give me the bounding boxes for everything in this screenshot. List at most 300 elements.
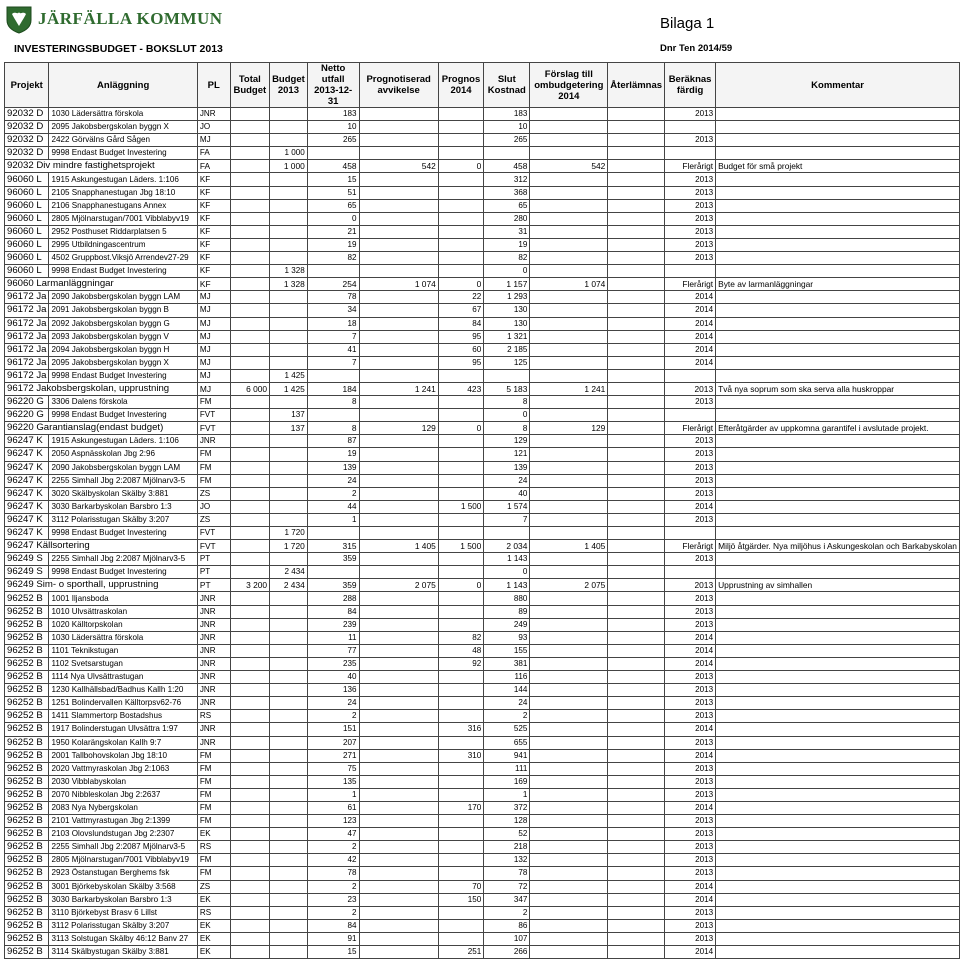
value-cell [438, 186, 483, 199]
project-cell: 96249 S [5, 553, 49, 566]
value-cell [270, 697, 308, 710]
value-cell [359, 736, 438, 749]
table-row [5, 186, 960, 199]
value-cell: 139 [307, 461, 359, 474]
value-cell [359, 448, 438, 461]
value-cell [530, 487, 608, 500]
value-cell: 10 [484, 121, 530, 134]
pl-cell: KF [197, 252, 230, 265]
comment-cell: Två nya soprum som ska serva alla huskroppar [716, 382, 960, 395]
value-cell [359, 919, 438, 932]
value-cell: 135 [307, 775, 359, 788]
value-cell [270, 946, 308, 959]
value-cell [359, 710, 438, 723]
value-cell [359, 343, 438, 356]
value-cell [359, 801, 438, 814]
comment-cell [716, 644, 960, 657]
value-cell [608, 605, 665, 618]
facility-cell: 2106 Snapphanestugans Annex [49, 199, 197, 212]
project-name-cell: 96220 Garantianslag(endast budget) [5, 422, 198, 435]
value-cell [608, 644, 665, 657]
value-cell [270, 317, 308, 330]
value-cell [230, 173, 270, 186]
table-row [5, 618, 960, 631]
value-cell: 312 [484, 173, 530, 186]
value-cell [530, 435, 608, 448]
comment-cell [716, 409, 960, 422]
pl-cell: JNR [197, 684, 230, 697]
value-cell [359, 618, 438, 631]
facility-cell: 2001 Tallbohovskolan Jbg 18:10 [49, 749, 197, 762]
pl-cell: JNR [197, 671, 230, 684]
value-cell [270, 330, 308, 343]
pl-cell: JNR [197, 644, 230, 657]
project-cell: 96060 L [5, 173, 49, 186]
comment-cell [716, 435, 960, 448]
value-cell [530, 893, 608, 906]
value-cell: 2 [307, 880, 359, 893]
value-cell: 48 [438, 644, 483, 657]
value-cell: 1 241 [359, 382, 438, 395]
table-row [5, 500, 960, 513]
pl-cell: KF [197, 225, 230, 238]
value-cell: 2013 [665, 238, 716, 251]
value-cell: 2014 [665, 893, 716, 906]
value-cell [438, 775, 483, 788]
value-cell: 542 [530, 160, 608, 173]
value-cell: 92 [438, 657, 483, 670]
value-cell [438, 684, 483, 697]
facility-cell: 2091 Jakobsbergskolan byggn B [49, 304, 197, 317]
value-cell [359, 356, 438, 369]
value-cell [665, 566, 716, 579]
value-cell [307, 369, 359, 382]
value-cell [270, 238, 308, 251]
value-cell [608, 919, 665, 932]
value-cell: 2014 [665, 356, 716, 369]
value-cell: 2013 [665, 173, 716, 186]
value-cell [438, 566, 483, 579]
value-cell [230, 186, 270, 199]
project-cell: 96247 K [5, 474, 49, 487]
value-cell [270, 356, 308, 369]
value-cell [530, 461, 608, 474]
value-cell: 2014 [665, 317, 716, 330]
pl-cell: EK [197, 919, 230, 932]
comment-cell [716, 252, 960, 265]
value-cell: 15 [307, 946, 359, 959]
value-cell: 42 [307, 854, 359, 867]
value-cell [608, 762, 665, 775]
value-cell [608, 238, 665, 251]
comment-cell [716, 828, 960, 841]
table-row [5, 867, 960, 880]
value-cell [230, 317, 270, 330]
value-cell: 19 [484, 238, 530, 251]
facility-cell: 2995 Utbildningascentrum [49, 238, 197, 251]
value-cell [270, 605, 308, 618]
value-cell [359, 173, 438, 186]
value-cell [270, 199, 308, 212]
value-cell: 0 [438, 422, 483, 435]
value-cell [359, 186, 438, 199]
facility-cell: 3114 Skälbystugan Skälby 3:881 [49, 946, 197, 959]
value-cell [270, 723, 308, 736]
project-cell: 96247 K [5, 448, 49, 461]
value-cell [230, 265, 270, 278]
value-cell [530, 108, 608, 121]
value-cell [530, 369, 608, 382]
facility-cell: 3030 Barkarbyskolan Barsbro 1:3 [49, 893, 197, 906]
value-cell [608, 592, 665, 605]
comment-cell [716, 815, 960, 828]
value-cell: 1 [307, 513, 359, 526]
value-cell: 8 [307, 396, 359, 409]
value-cell [665, 369, 716, 382]
value-cell [530, 448, 608, 461]
comment-cell [716, 854, 960, 867]
value-cell [230, 657, 270, 670]
table-row [5, 461, 960, 474]
column-header: Total Budget [230, 63, 270, 108]
pl-cell: FM [197, 801, 230, 814]
pl-cell: JO [197, 500, 230, 513]
comment-cell [716, 225, 960, 238]
value-cell: 2013 [665, 605, 716, 618]
value-cell: 2013 [665, 815, 716, 828]
value-cell: 1 574 [484, 500, 530, 513]
project-cell: 96252 B [5, 815, 49, 828]
value-cell: 2013 [665, 828, 716, 841]
value-cell [438, 762, 483, 775]
pl-cell: RS [197, 710, 230, 723]
value-cell: 144 [484, 684, 530, 697]
pl-cell: MJ [197, 382, 230, 395]
value-cell [359, 369, 438, 382]
table-row [5, 775, 960, 788]
value-cell [438, 409, 483, 422]
value-cell [270, 893, 308, 906]
value-cell [270, 671, 308, 684]
value-cell: 34 [307, 304, 359, 317]
facility-cell: 2090 Jakobsbergskolan byggn LAM [49, 291, 197, 304]
facility-cell: 1950 Kolarängskolan Kallh 9:7 [49, 736, 197, 749]
value-cell: 1 500 [438, 500, 483, 513]
value-cell [230, 906, 270, 919]
value-cell [608, 121, 665, 134]
table-row [5, 946, 960, 959]
value-cell [530, 212, 608, 225]
value-cell: 2013 [665, 592, 716, 605]
value-cell: 51 [307, 186, 359, 199]
project-name-cell: 96247 Källsortering [5, 540, 198, 553]
value-cell [484, 147, 530, 160]
value-cell: 2013 [665, 448, 716, 461]
project-cell: 96060 L [5, 265, 49, 278]
value-cell: 24 [307, 697, 359, 710]
value-cell [608, 618, 665, 631]
value-cell [359, 304, 438, 317]
pl-cell: EK [197, 946, 230, 959]
value-cell [230, 396, 270, 409]
value-cell: 65 [484, 199, 530, 212]
value-cell [438, 108, 483, 121]
value-cell [270, 828, 308, 841]
value-cell [530, 343, 608, 356]
value-cell: 72 [484, 880, 530, 893]
value-cell: 2 185 [484, 343, 530, 356]
column-header: Återlämnas [608, 63, 665, 108]
value-cell: 1 241 [530, 382, 608, 395]
column-header: Prognotiserad avvikelse [359, 63, 438, 108]
value-cell [359, 252, 438, 265]
value-cell [359, 566, 438, 579]
comment-cell: Byte av larmanläggningar [716, 278, 960, 291]
value-cell [608, 684, 665, 697]
value-cell [530, 788, 608, 801]
pl-cell: FM [197, 775, 230, 788]
value-cell [530, 121, 608, 134]
value-cell: 19 [307, 238, 359, 251]
project-cell: 96247 K [5, 527, 49, 540]
table-row [5, 265, 960, 278]
value-cell [230, 369, 270, 382]
value-cell: 78 [307, 291, 359, 304]
value-cell: 315 [307, 540, 359, 553]
value-cell: 137 [270, 409, 308, 422]
pl-cell: JNR [197, 657, 230, 670]
project-cell: 96252 B [5, 749, 49, 762]
value-cell: 2013 [665, 553, 716, 566]
project-cell: 96060 L [5, 199, 49, 212]
pl-cell: JNR [197, 592, 230, 605]
column-header: Beräknas färdig [665, 63, 716, 108]
comment-cell [716, 461, 960, 474]
value-cell: 880 [484, 592, 530, 605]
value-cell: 218 [484, 841, 530, 854]
value-cell: 2013 [665, 186, 716, 199]
project-cell: 96252 B [5, 828, 49, 841]
table-row [5, 474, 960, 487]
value-cell [359, 828, 438, 841]
value-cell [530, 880, 608, 893]
pl-cell: EK [197, 893, 230, 906]
facility-cell: 2101 Vattmyrastugan Jbg 2:1399 [49, 815, 197, 828]
value-cell [608, 710, 665, 723]
value-cell [608, 409, 665, 422]
pl-cell: PT [197, 566, 230, 579]
value-cell [608, 199, 665, 212]
value-cell: 1 425 [270, 369, 308, 382]
value-cell: 1 143 [484, 553, 530, 566]
table-row [5, 553, 960, 566]
value-cell: 19 [307, 448, 359, 461]
value-cell: 265 [307, 134, 359, 147]
value-cell: 116 [484, 671, 530, 684]
table-row [5, 396, 960, 409]
value-cell: 1 000 [270, 160, 308, 173]
value-cell [438, 906, 483, 919]
value-cell: 2013 [665, 513, 716, 526]
value-cell [530, 330, 608, 343]
project-summary-row [5, 382, 960, 395]
value-cell [530, 801, 608, 814]
appendix-label: Bilaga 1 [660, 15, 715, 32]
table-row [5, 697, 960, 710]
value-cell [608, 278, 665, 291]
table-row [5, 788, 960, 801]
value-cell: 67 [438, 304, 483, 317]
value-cell [359, 880, 438, 893]
value-cell: 47 [307, 828, 359, 841]
value-cell [608, 671, 665, 684]
value-cell: 458 [484, 160, 530, 173]
value-cell [438, 788, 483, 801]
value-cell [230, 304, 270, 317]
value-cell [359, 841, 438, 854]
value-cell [359, 854, 438, 867]
value-cell: 2014 [665, 330, 716, 343]
table-row [5, 906, 960, 919]
table-row [5, 854, 960, 867]
investment-budget-table [4, 62, 960, 959]
table-row [5, 225, 960, 238]
project-cell: 96060 L [5, 212, 49, 225]
value-cell: 2 434 [270, 566, 308, 579]
facility-cell: 9998 Endast Budget Investering [49, 409, 197, 422]
value-cell: 207 [307, 736, 359, 749]
value-cell [530, 906, 608, 919]
value-cell [438, 697, 483, 710]
table-row [5, 527, 960, 540]
project-cell: 96252 B [5, 854, 49, 867]
value-cell [665, 409, 716, 422]
pl-cell: PT [197, 553, 230, 566]
value-cell [270, 736, 308, 749]
pl-cell: KF [197, 186, 230, 199]
pl-cell: MJ [197, 330, 230, 343]
value-cell [270, 291, 308, 304]
value-cell [530, 304, 608, 317]
table-row [5, 343, 960, 356]
value-cell [230, 736, 270, 749]
pl-cell: EK [197, 932, 230, 945]
pl-cell: JNR [197, 435, 230, 448]
value-cell [530, 513, 608, 526]
table-row [5, 330, 960, 343]
value-cell: 251 [438, 946, 483, 959]
value-cell [530, 291, 608, 304]
project-summary-row [5, 579, 960, 592]
pl-cell: FM [197, 815, 230, 828]
value-cell: 170 [438, 801, 483, 814]
project-cell: 96252 B [5, 710, 49, 723]
value-cell [270, 919, 308, 932]
project-cell: 96252 B [5, 592, 49, 605]
comment-cell [716, 343, 960, 356]
facility-cell: 2090 Jakobsbergskolan byggn LAM [49, 461, 197, 474]
value-cell [359, 225, 438, 238]
pl-cell: FM [197, 788, 230, 801]
value-cell: 2013 [665, 252, 716, 265]
value-cell [665, 147, 716, 160]
value-cell [608, 946, 665, 959]
value-cell [270, 343, 308, 356]
value-cell [608, 775, 665, 788]
project-cell: 96220 G [5, 409, 49, 422]
pl-cell: ZS [197, 487, 230, 500]
value-cell [530, 841, 608, 854]
value-cell [530, 474, 608, 487]
value-cell [608, 291, 665, 304]
value-cell [608, 448, 665, 461]
value-cell: 525 [484, 723, 530, 736]
value-cell [438, 461, 483, 474]
value-cell [530, 671, 608, 684]
value-cell [608, 396, 665, 409]
value-cell: 77 [307, 644, 359, 657]
value-cell: 239 [307, 618, 359, 631]
value-cell [230, 697, 270, 710]
value-cell [230, 487, 270, 500]
pl-cell: FVT [197, 527, 230, 540]
value-cell [230, 134, 270, 147]
value-cell: 372 [484, 801, 530, 814]
value-cell: 2 [307, 710, 359, 723]
value-cell: 2013 [665, 906, 716, 919]
project-cell: 96060 L [5, 238, 49, 251]
value-cell: 130 [484, 317, 530, 330]
value-cell [359, 815, 438, 828]
comment-cell [716, 199, 960, 212]
value-cell [230, 225, 270, 238]
table-row [5, 108, 960, 121]
value-cell: 82 [307, 252, 359, 265]
comment-cell [716, 749, 960, 762]
facility-cell: 4502 Gruppbost.Viksjö Arrendev27-29 [49, 252, 197, 265]
value-cell [608, 697, 665, 710]
facility-cell: 2093 Jakobsbergskolan byggn V [49, 330, 197, 343]
value-cell [438, 867, 483, 880]
comment-cell: Efteråtgärder av uppkomna garantifel i avslutade projekt. [716, 422, 960, 435]
value-cell [530, 134, 608, 147]
project-cell: 92032 D [5, 108, 49, 121]
pl-cell: JNR [197, 736, 230, 749]
value-cell [608, 527, 665, 540]
project-cell: 92032 D [5, 147, 49, 160]
project-cell: 96172 Ja [5, 291, 49, 304]
value-cell [359, 212, 438, 225]
value-cell [665, 527, 716, 540]
pl-cell: KF [197, 212, 230, 225]
value-cell [359, 723, 438, 736]
value-cell [359, 265, 438, 278]
value-cell [270, 644, 308, 657]
column-header: PL [197, 63, 230, 108]
value-cell [270, 553, 308, 566]
value-cell [530, 252, 608, 265]
facility-cell: 3110 Björkebyst Brasv 6 Lillst [49, 906, 197, 919]
value-cell [438, 605, 483, 618]
value-cell: 137 [270, 422, 308, 435]
value-cell [230, 121, 270, 134]
value-cell [530, 356, 608, 369]
value-cell [530, 828, 608, 841]
value-cell: 235 [307, 657, 359, 670]
project-cell: 96252 B [5, 657, 49, 670]
value-cell [230, 212, 270, 225]
comment-cell [716, 304, 960, 317]
